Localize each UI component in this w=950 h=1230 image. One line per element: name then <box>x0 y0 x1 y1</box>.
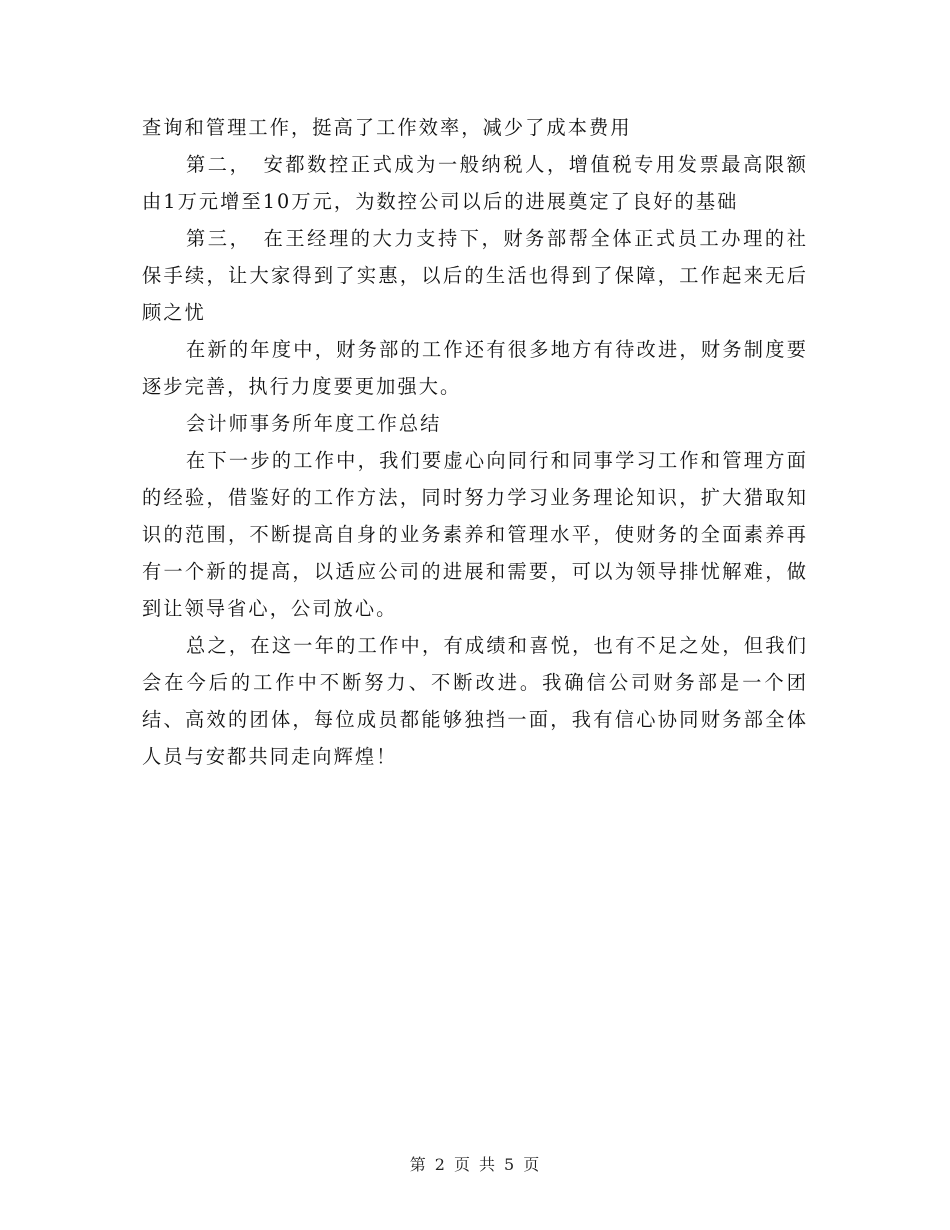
section-heading: 会计师事务所年度工作总结 <box>186 412 442 435</box>
document-body <box>142 109 808 775</box>
total-prefix: 共 <box>479 1155 497 1174</box>
page-footer <box>0 1154 950 1176</box>
current-page-number: 2 <box>434 1155 446 1174</box>
paragraph-next-step: 在下一步的工作中，我们要虚心向同行和同事学习工作和管理方面的经验，借鉴好的工作方法，同时努力学习业务理论知识，扩大猎取知识的范围，不断提高自身的业务素养和管理水平，使财务的全面素养再有一个新的提高，以适应公司的进展和需要，可以为领导排忧解难，做到让领导省心，公司放心。 <box>142 449 808 620</box>
paragraph-third-point: 第三， 在王经理的大力支持下，财务部帮全体正式员工办理的社保手续，让大家得到了实惠，以后的生活也得到了保障，工作起来无后顾之忧 <box>142 227 808 324</box>
paragraph-new-year: 在新的年度中，财务部的工作还有很多地方有待改进，财务制度要逐步完善，执行力度要更加强大。 <box>142 338 808 398</box>
paragraph-second-point: 第二， 安都数控正式成为一般纳税人，增值税专用发票最高限额由1万元增至10万元，为数控公司以后的进展奠定了良好的基础 <box>142 153 808 213</box>
page-label: 页 <box>453 1155 471 1174</box>
page-prefix: 第 <box>409 1155 427 1174</box>
paragraph-conclusion: 总之，在这一年的工作中，有成绩和喜悦，也有不足之处，但我们会在今后的工作中不断努力、不断改进。我确信公司财务部是一个团结、高效的团体，每位成员都能够独挡一面，我有信心协同财务部全体人员与安都共同走向辉煌！ <box>142 634 808 768</box>
page-suffix: 页 <box>523 1155 541 1174</box>
paragraph-continuation: 查询和管理工作，挺高了工作效率，减少了成本费用 <box>142 116 632 139</box>
total-page-number: 5 <box>504 1155 516 1174</box>
